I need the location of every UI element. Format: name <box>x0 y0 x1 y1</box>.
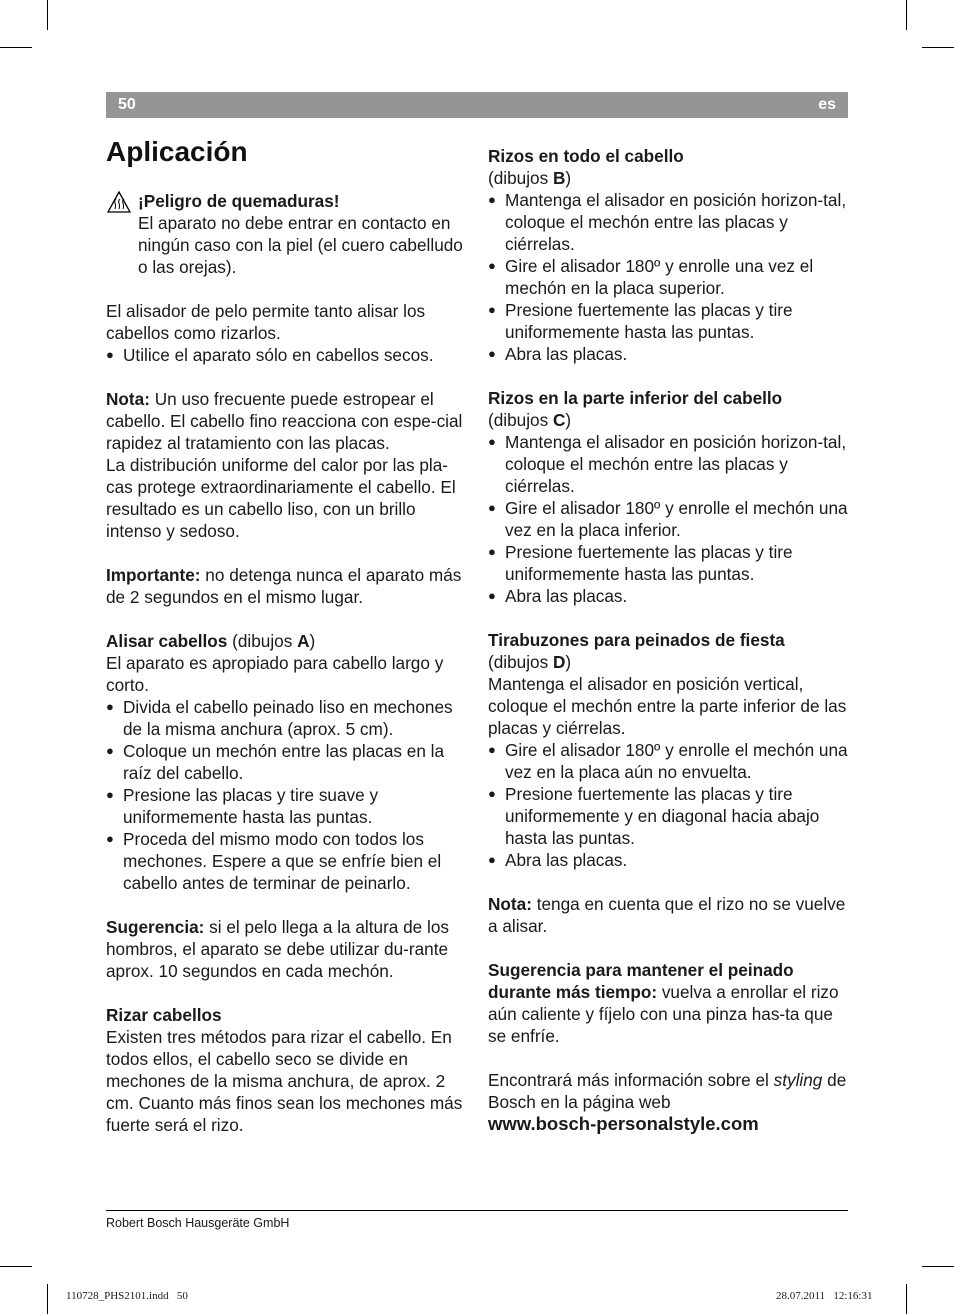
note-text: tenga en cuenta que el rizo no se vuelve a alisar. <box>488 894 846 936</box>
figure-ref-text: (dibujos <box>488 652 553 672</box>
figure-ref-close: ) <box>309 631 316 651</box>
intro-text: El alisador de pelo permite tanto alisar los cabellos como rizarlos. <box>106 301 426 343</box>
intro-list <box>106 344 468 366</box>
crop-mark <box>47 1284 48 1314</box>
list-item: ● Abra las placas. <box>488 849 850 871</box>
figure-letter: C <box>552 410 566 430</box>
info-text: Encontrará más información sobre el <box>488 1070 774 1090</box>
list-item: ● Mantenga el alisador en posición horizon-tal, coloque el mechón entre las placas y ciérrelas. <box>488 189 850 255</box>
figure-ref-close: ) <box>565 168 572 188</box>
crop-mark <box>0 47 32 48</box>
list-item: ● Divida el cabello peinado liso en mechones de la misma anchura (aprox. 5 cm). <box>106 696 468 740</box>
warning-heading: ¡Peligro de quemaduras! <box>138 191 340 211</box>
figure-letter: B <box>552 168 566 188</box>
right-tip-paragraph <box>488 959 850 1047</box>
important-text: no detenga nunca el aparato más de 2 segundos en el mismo lugar. <box>106 565 462 607</box>
list-item: ● Gire el alisador 180º y enrolle el mechón una vez en la placa inferior. <box>488 497 850 541</box>
warning-text: El aparato no debe entrar en contacto en ningún caso con la piel (el cuero cabelludo o las orejas). <box>138 213 463 277</box>
list-item: ● Gire el alisador 180º y enrolle el mechón una vez en la placa aún no envuelta. <box>488 739 850 783</box>
note-label: Nota: <box>488 894 532 914</box>
curl-text: Existen tres métodos para rizar el cabello. En todos ellos, el cabello seco se divide en mechones de la misma anchura, de aprox. 2 cm. Cuanto más finos sean los mechones más fuerte será el rizo. <box>106 1027 463 1135</box>
section-b-steps <box>488 189 850 365</box>
footer-divider <box>106 1210 848 1211</box>
print-slug-datetime: 28.07.2011 12:16:31 <box>776 1290 873 1302</box>
important-paragraph <box>106 564 468 608</box>
list-item: ● Proceda del mismo modo con todos los mechones. Espere a que se enfríe bien el cabello antes de terminar de peinarlo. <box>106 828 468 894</box>
list-item: ● Mantenga el alisador en posición horizon-tal, coloque el mechón entre las placas y ciérrelas. <box>488 431 850 497</box>
info-paragraph <box>488 1069 850 1113</box>
crop-mark <box>47 0 48 30</box>
section-d-figure-ref <box>488 651 850 673</box>
note-text-2: La distribución uniforme del calor por las pla-cas protege extraordinariamente el cabello. El resultado es un cabello liso, con un brillo intenso y sedoso. <box>106 455 456 541</box>
warning-triangle-icon <box>107 191 131 213</box>
straighten-title: Alisar cabellos <box>106 631 228 651</box>
note-label: Nota: <box>106 389 150 409</box>
left-column <box>106 136 468 1136</box>
list-item: ● Abra las placas. <box>488 343 850 365</box>
list-item: ● Abra las placas. <box>488 585 850 607</box>
crop-mark <box>922 1266 954 1267</box>
website-link[interactable]: www.bosch-personalstyle.com <box>488 1113 759 1134</box>
section-d-intro: Mantenga el alisador en posición vertical, coloque el mechón entre la parte inferior de las placas y ciérrelas. <box>488 674 847 738</box>
crop-mark <box>922 47 954 48</box>
figure-ref-close: ) <box>565 652 572 672</box>
tip-label: Sugerencia: <box>106 917 205 937</box>
section-d-heading: Tirabuzones para peinados de fiesta <box>488 630 785 650</box>
list-item: ● Presione fuertemente las placas y tire uniformemente y en diagonal hacia abajo hasta las puntas. <box>488 783 850 849</box>
straighten-intro: El aparato es apropiado para cabello largo y corto. <box>106 653 444 695</box>
section-b-figure-ref <box>488 167 850 189</box>
tip-label: Sugerencia para mantener el peinado durante más tiempo: <box>488 960 794 1002</box>
figure-ref-text: (dibujos <box>488 410 553 430</box>
straighten-heading <box>106 630 468 652</box>
styling-term: styling <box>773 1070 823 1090</box>
figure-ref-text: (dibujos <box>488 168 553 188</box>
tip-text: vuelva a enrollar el rizo aún caliente y fíjelo con una pinza has-ta que se enfríe. <box>488 982 839 1046</box>
note-paragraph <box>106 388 468 454</box>
figure-ref-text: (dibujos <box>227 631 298 651</box>
page-number: 50 <box>118 96 136 113</box>
crop-mark <box>906 1284 907 1314</box>
page-header-bar <box>106 92 848 118</box>
right-column <box>488 145 850 1135</box>
section-c-heading: Rizos en la parte inferior del cabello <box>488 388 783 408</box>
page-title: Aplicación <box>106 136 248 167</box>
figure-letter: D <box>552 652 566 672</box>
figure-letter: A <box>297 631 310 651</box>
burn-warning <box>106 190 468 278</box>
list-item: ● Presione las placas y tire suave y uniformemente hasta las puntas. <box>106 784 468 828</box>
section-c-figure-ref <box>488 409 850 431</box>
footer-company: Robert Bosch Hausgeräte GmbH <box>106 1216 290 1230</box>
section-d-steps <box>488 739 850 871</box>
language-code: es <box>818 96 836 113</box>
list-item: ● Utilice el aparato sólo en cabellos secos. <box>106 344 468 366</box>
list-item: ● Presione fuertemente las placas y tire uniformemente hasta las puntas. <box>488 541 850 585</box>
crop-mark <box>906 0 907 30</box>
straighten-steps <box>106 696 468 894</box>
section-b-heading: Rizos en todo el cabello <box>488 146 684 166</box>
info-text-end: de Bosch en la página web <box>488 1070 847 1112</box>
tip-paragraph <box>106 916 468 982</box>
list-item: ● Coloque un mechón entre las placas en la raíz del cabello. <box>106 740 468 784</box>
important-label: Importante: <box>106 565 201 585</box>
section-c-steps <box>488 431 850 607</box>
list-item: ● Presione fuertemente las placas y tire uniformemente hasta las puntas. <box>488 299 850 343</box>
right-note-paragraph <box>488 893 850 937</box>
list-item: ● Gire el alisador 180º y enrolle una vez el mechón en la placa superior. <box>488 255 850 299</box>
tip-text: si el pelo llega a la altura de los hombros, el aparato se debe utilizar du-rante aprox. 10 segundos en cada mechón. <box>106 917 449 981</box>
figure-ref-close: ) <box>565 410 572 430</box>
crop-mark <box>0 1266 32 1267</box>
print-slug-file: 110728_PHS2101.indd 50 <box>66 1290 188 1302</box>
note-text: Un uso frecuente puede estropear el cabello. El cabello fino reacciona con espe-cial rapidez al tratamiento con las placas. <box>106 389 463 453</box>
curl-heading: Rizar cabellos <box>106 1005 222 1025</box>
